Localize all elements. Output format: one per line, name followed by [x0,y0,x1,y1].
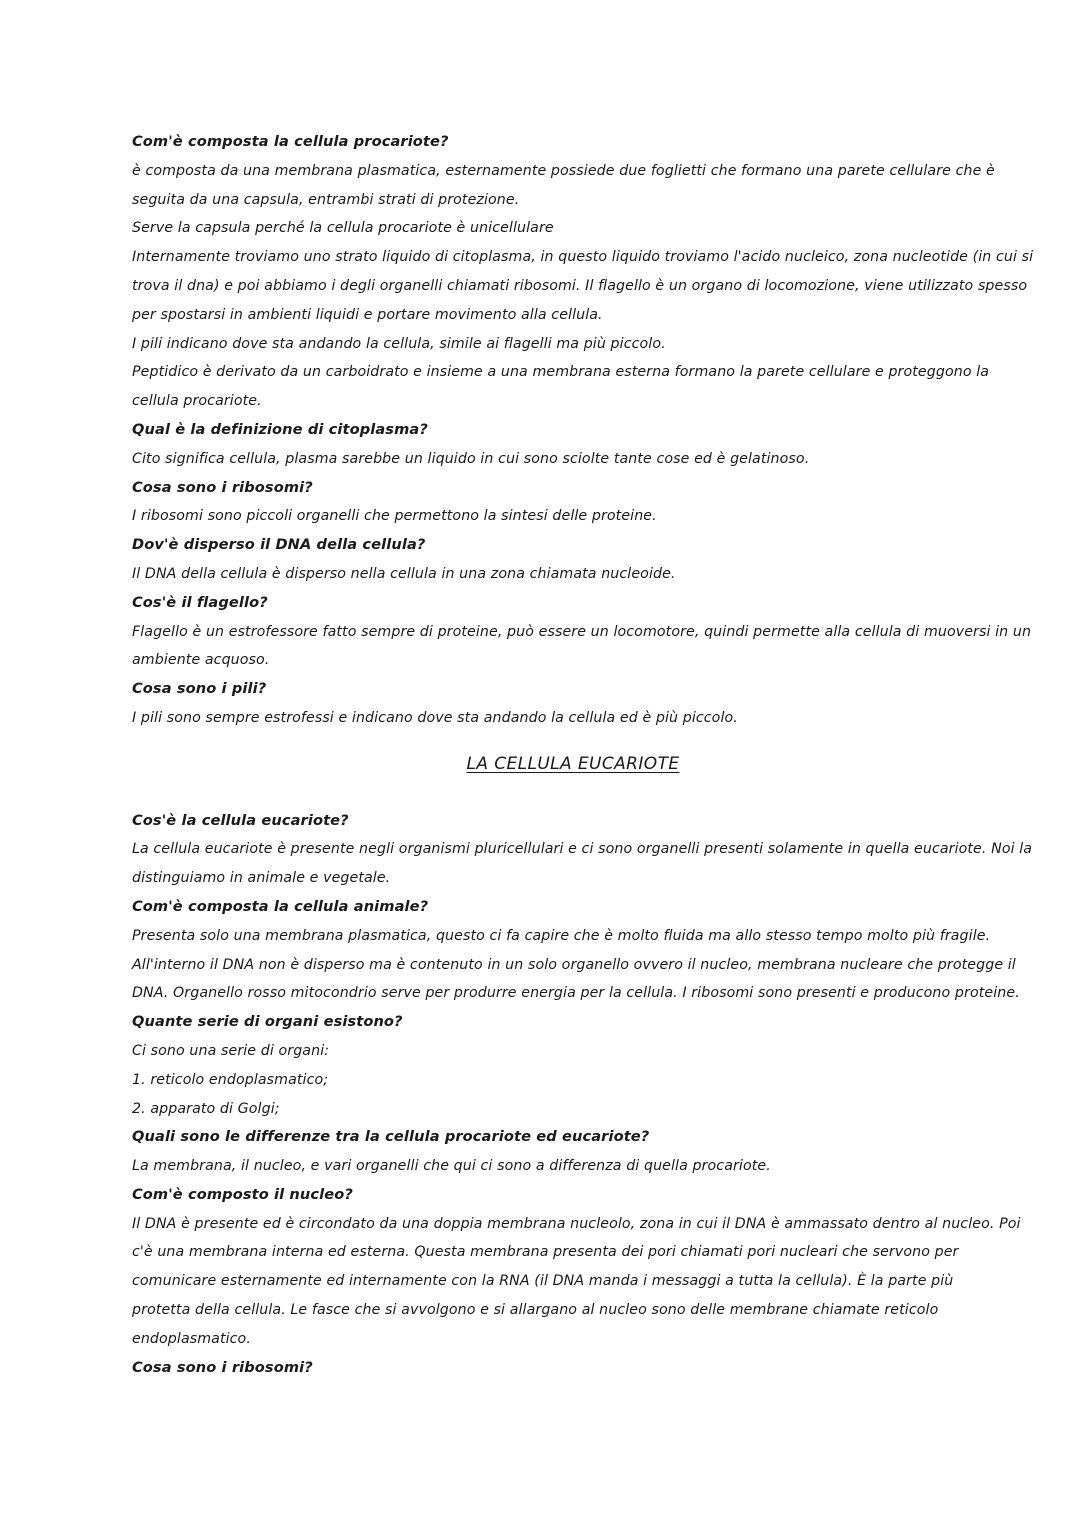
question-heading: Cosa sono i ribosomi? [132,1358,313,1376]
document-page [132,128,1034,1382]
question-heading: Quante serie di organi esistono? [132,1013,403,1031]
text-line: La membrana, il nucleo, e vari organelli che qui ci sono a differenza di quella procariote. [132,1158,771,1175]
text-line: Flagello è un estrofessore fatto sempre di proteine, può essere un locomotore, quindi permette alla cellula di muoversi in un [132,623,1032,640]
question-heading: Cosa sono i ribosomi? [132,478,313,496]
question-heading: Cosa sono i pili? [132,680,267,698]
text-line: 1. reticolo endoplasmatico; [132,1071,329,1088]
question-heading: Dov'è disperso il DNA della cellula? [132,536,426,554]
text-line: trova il dna) e poi abbiamo i degli organelli chiamati ribosomi. Il flagello è un organo di locomozione, viene utilizzato spesso [132,277,1028,294]
question-heading: Qual è la definizione di citoplasma? [132,420,428,438]
question-heading: Cos'è la cellula eucariote? [132,811,349,829]
text-line: Serve la capsula perché la cellula procariote è unicellulare [132,220,554,237]
question-heading: Com'è composta la cellula animale? [132,897,429,915]
text-line: distinguiamo in animale e vegetale. [132,870,391,887]
question-heading: Cos'è il flagello? [132,593,268,611]
text-line: Peptidico è derivato da un carboidrato e insieme a una membrana esterna formano la parete cellulare e proteggono la [132,364,990,381]
text-line: Presenta solo una membrana plasmatica, questo ci fa capire che è molto fluida ma allo stesso tempo molto più fragile. [132,927,991,944]
text-line: comunicare esternamente ed internamente con la RNA (il DNA manda i messaggi a tutta la cellula). È la parte più [132,1273,954,1290]
text-line: All'interno il DNA non è disperso ma è contenuto in un solo organello ovvero il nucleo, membrana nucleare che protegge il [132,956,1016,973]
text-line: I ribosomi sono piccoli organelli che permettono la sintesi delle proteine. [132,508,657,525]
text-line: I pili sono sempre estrofessi e indicano dove sta andando la cellula ed è più piccolo. [132,709,738,726]
text-line: 2. apparato di Golgi; [132,1100,280,1117]
text-line: Il DNA della cellula è disperso nella cellula in una zona chiamata nucleoide. [132,565,676,582]
text-line: seguita da una capsula, entrambi strati di protezione. [132,191,520,208]
question-heading: Com'è composta la cellula procariote? [132,133,449,150]
section-eucariote [132,807,1033,1383]
text-line: protetta della cellula. Le fasce che si avvolgono e si allargano al nucleo sono delle membrane chiamate reticolo [132,1302,939,1319]
text-line: Ci sono una serie di organi: [132,1042,330,1059]
text-line: c'è una membrana interna ed esterna. Questa membrana presenta dei pori chiamati pori nucleari che servono per [132,1244,959,1261]
section-procariote [132,128,1034,733]
text-line: per spostarsi in ambienti liquidi e portare movimento alla cellula. [132,306,603,323]
question-heading: Quali sono le differenze tra la cellula procariote ed eucariote? [132,1128,650,1146]
text-line: I pili indicano dove sta andando la cellula, simile ai flagelli ma più piccolo. [132,335,666,352]
text-line: è composta da una membrana plasmatica, esternamente possiede due foglietti che formano una parete cellulare che è [132,162,995,179]
text-line: Cito significa cellula, plasma sarebbe un liquido in cui sono sciolte tante cose ed è gelatinoso. [132,450,810,467]
text-line: cellula procariote. [132,393,262,410]
text-line: DNA. Organello rosso mitocondrio serve per produrre energia per la cellula. I ribosomi sono presenti e producono proteine. [132,985,1020,1002]
section-title: LA CELLULA EUCARIOTE [466,753,680,774]
text-line: La cellula eucariote è presente negli organismi pluricellulari e ci sono organelli presenti solamente in quella eucariote. Noi la [132,841,1033,858]
question-heading: Com'è composto il nucleo? [132,1185,353,1203]
text-line: endoplasmatico. [132,1330,251,1347]
text-line: Il DNA è presente ed è circondato da una doppia membrana nucleolo, zona in cui il DNA è ammassato dentro al nucleo. Poi [132,1215,1021,1232]
text-line: ambiente acquoso. [132,652,270,669]
text-line: Internamente troviamo uno strato liquido di citoplasma, in questo liquido troviamo l'acido nucleico, zona nucleotide (in cui si [132,249,1034,266]
